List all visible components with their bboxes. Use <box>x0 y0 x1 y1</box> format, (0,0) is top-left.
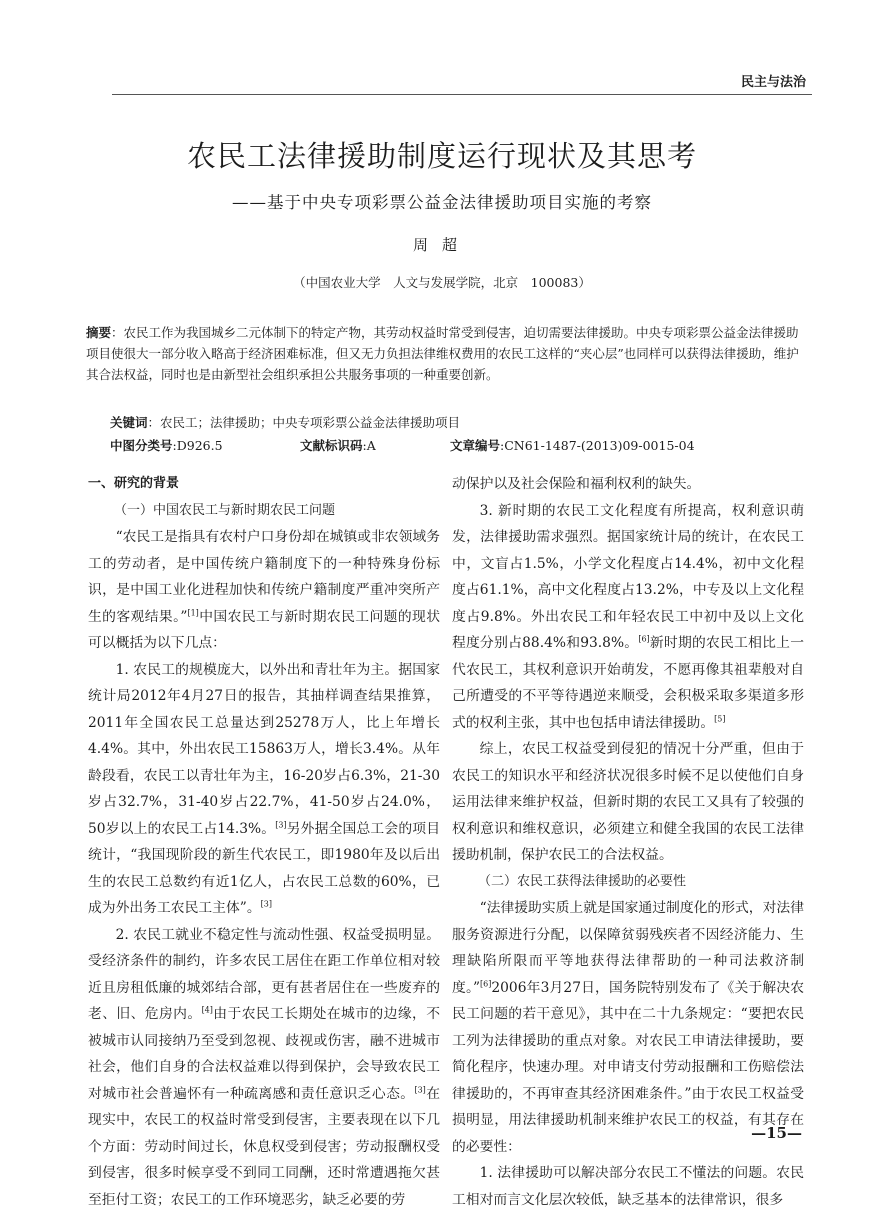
keywords-label: 关键词 <box>110 415 148 430</box>
clc-code <box>110 436 223 454</box>
citation-ref: [6] <box>480 979 491 988</box>
author-name: 周超 <box>0 234 884 255</box>
citation-ref: [3] <box>275 820 286 829</box>
article-number <box>450 436 695 454</box>
paragraph <box>88 524 440 657</box>
paragraph-text: 由于农民工长期处在城市的边缘，不被城市认同接纳乃至受到忽视、歧视或伤害，融不进城市社会，他们自身的合法权益难以得到保护，会导致农民工对城市社会普遍怀有一种疏离感和责任意识乏心态。 <box>88 1006 440 1102</box>
paragraph <box>88 922 440 1213</box>
header-rule <box>112 94 812 95</box>
paragraph-text: 动保护以及社会保险和福利权利的缺失。 <box>452 476 700 492</box>
paragraph-text: 中国农民工与新时期农民工问题的现状可以概括为以下几点： <box>88 609 440 652</box>
paragraph-text: （一）中国农民工与新时期农民工问题 <box>114 503 335 518</box>
subsection-heading <box>452 869 804 896</box>
paragraph-text: 3. 新时期的农民工文化程度有所提高，权利意识萌发，法律援助需求强烈。据国家统计局的统计，在农民工中，文盲占1.5%，小学文化程度占14.4%，初中文化程度占61.1%，高中文化程度占13.2%，中专及以上文化程度占9.8%。外出农民工和年轻农民工中初中及以上文化程度分别占88.4%和93.8%。 <box>452 503 804 652</box>
subsection-heading <box>88 498 440 525</box>
art-value: :CN61-1487-(2013)09-0015-04 <box>500 438 695 453</box>
paragraph-text: 新时期的农民工相比上一代农民工，其权利意识开始萌发，不愿再像其祖辈般对自己所遭受的不平等待遇逆来顺受，会积极采取多渠道多形式的权利主张，其中也包括申请法律援助。 <box>452 635 804 731</box>
paragraph-text: （二）农民工获得法律援助的必要性 <box>478 874 686 889</box>
keywords <box>110 413 810 431</box>
affiliation: （中国农业大学 人文与发展学院，北京 100083） <box>0 273 884 291</box>
paragraph-text: 另外据全国总工会的项目统计，“我国现阶段的新生代农民工，即1980年及以后出生的农民工总数约有近1亿人，占农民工总数的60%，已成为外出务工农民工主体”。 <box>88 821 440 917</box>
citation-ref: [6] <box>638 634 649 643</box>
paragraph-text: 一、研究的背景 <box>88 476 179 491</box>
clc-label: 中图分类号 <box>110 438 173 453</box>
clc-value: :D926.5 <box>173 438 223 453</box>
paragraph-continued <box>452 471 804 498</box>
article-subtitle: ——基于中央专项彩票公益金法律援助项目实施的考察 <box>0 189 884 213</box>
paragraph-text: 2. 农民工就业不稳定性与流动性强、权益受损明显。受经济条件的制约，许多农民工居住在距工作单位相对较近且房租低廉的城郊结合部，更有甚者居住在一些废弃的老、旧、危房内。 <box>88 927 440 1023</box>
section-label: 民主与法治 <box>741 71 806 90</box>
paragraph-text: “农民工是指具有农村户口身份却在城镇或非农领域务工的劳动者，是中国传统户籍制度下的一种特殊身份标识，是中国工业化进程加快和传统户籍制度严重冲突所产生的客观结果。” <box>88 529 440 625</box>
paragraph <box>452 895 804 1160</box>
doc-label: 文献标识码 <box>300 438 363 453</box>
paragraph-text: 2006年3月27日，国务院特别发布了《关于解决农民工问题的若干意见》，其中在二十九条规定：“要把农民工列为法律援助的重点对象。对农民工申请法律援助，要简化程序，快速办理。对申请支付劳动报酬和工伤赔偿法律援助的，不再审查其经济困难条件。”由于农民工权益受损明显，用法律援助机制来维护农民工的权益，有其存在的必要性： <box>452 980 804 1155</box>
left-column <box>88 471 440 1213</box>
paragraph <box>452 1160 804 1213</box>
right-column <box>452 471 804 1213</box>
article-title: 农民工法律援助制度运行现状及其思考 <box>0 134 884 175</box>
abstract-label: 摘要 <box>86 325 111 340</box>
citation-ref: [1] <box>187 608 198 617</box>
doc-code <box>300 436 376 454</box>
citation-ref: [3] <box>414 1085 425 1094</box>
citation-ref: [3] <box>261 899 272 908</box>
paragraph <box>452 736 804 869</box>
keywords-text: ：农民工；法律援助；中央专项彩票公益金法律援助项目 <box>148 415 461 430</box>
paragraph <box>452 498 804 737</box>
paragraph-text: 1. 农民工的规模庞大，以外出和青壮年为主。据国家统计局2012年4月27日的报告，其抽样调查结果推算，2011年全国农民工总量达到25278万人，比上年增长4.4%。其中，外出农民工15863万人，增长3.4%。从年龄段看，农民工以青壮年为主，16-20岁占6.3%，21-30岁占32.7%，31-40岁占22.7%，41-50岁占24.0%，50岁以上的农民工占14.3%。 <box>88 662 440 837</box>
art-label: 文章编号 <box>450 438 500 453</box>
doc-value: :A <box>363 438 376 453</box>
section-heading <box>88 471 440 498</box>
abstract-text: ：农民工作为我国城乡二元体制下的特定产物，其劳动权益时常受到侵害，迫切需要法律援助。中央专项彩票公益金法律援助项目使很大一部分收入略高于经济困难标准，但又无力负担法律维权费用的农民工这样的“夹心层”也同样可以获得法律援助，维护其合法权益，同时也是由新型社会组织承担公共服务事项的一种重要创新。 <box>86 325 799 382</box>
abstract <box>86 322 800 386</box>
citation-ref: [4] <box>202 1005 213 1014</box>
paragraph-text: 1. 法律援助可以解决部分农民工不懂法的问题。农民工相对而言文化层次较低，缺乏基本的法律常识，很多 <box>452 1165 804 1208</box>
paragraph-text: 综上，农民工权益受到侵犯的情况十分严重，但由于农民工的知识水平和经济状况很多时候不足以使他们自身运用法律来维护权益，但新时期的农民工又具有了较强的权利意识和维权意识，必须建立和健全我国的农民工法律援助机制，保护农民工的合法权益。 <box>452 741 804 863</box>
page-number: —15— <box>751 1124 802 1142</box>
citation-ref: [5] <box>714 714 725 723</box>
paragraph-text: “法律援助实质上就是国家通过制度化的形式，对法律服务资源进行分配，以保障贫弱残疾者不因经济能力、生理缺陷所限而平等地获得法律帮助的一种司法救济制度。” <box>452 900 804 996</box>
paragraph <box>88 657 440 922</box>
paragraph-text: 在现实中，农民工的权益时常受到侵害，主要表现在以下几个方面：劳动时间过长，休息权受到侵害；劳动报酬权受到侵害，很多时候享受不到同工同酬，还时常遭遇拖欠甚至拒付工资；农民工的工作环境恶劣，缺乏必要的劳 <box>88 1086 440 1208</box>
